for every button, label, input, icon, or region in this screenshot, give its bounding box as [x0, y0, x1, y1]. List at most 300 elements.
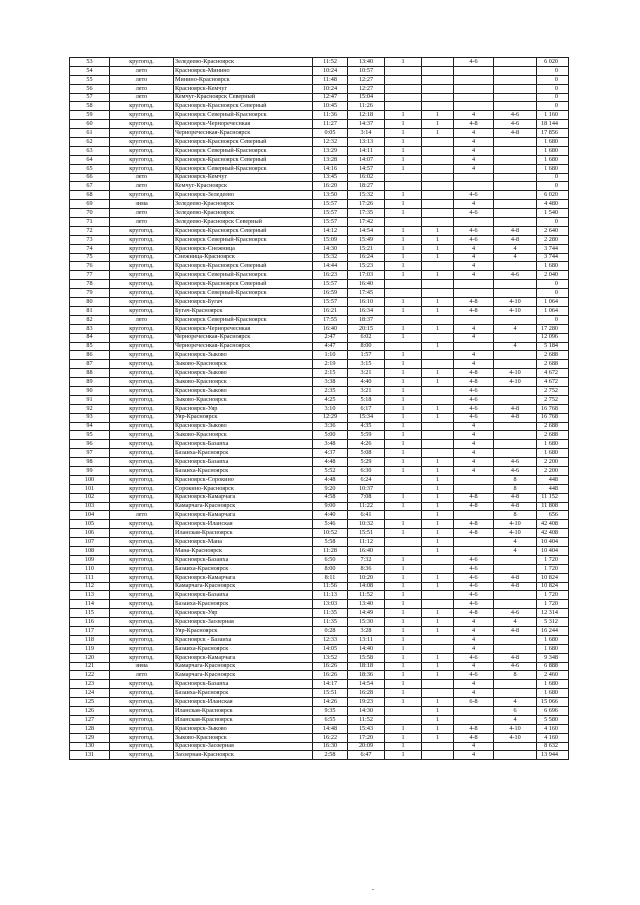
cell-amount: 1 680	[537, 138, 569, 147]
cell-flag-b	[422, 564, 454, 573]
cell-flag-b	[422, 200, 454, 209]
cell-range-a: 4-6	[454, 600, 494, 609]
cell-flag-a: 1	[385, 253, 422, 262]
cell-flag-a	[385, 102, 422, 111]
cell-arrival-time: 5:18	[348, 395, 385, 404]
cell-flag-b: 1	[422, 413, 454, 422]
cell-range-b	[494, 351, 537, 360]
cell-row-number: 93	[70, 413, 110, 422]
cell-row-number: 53	[70, 58, 110, 67]
cell-arrival-time: 15:23	[348, 262, 385, 271]
cell-season: зима	[110, 662, 174, 671]
cell-range-a: 4-8	[454, 609, 494, 618]
cell-arrival-time: 12:27	[348, 75, 385, 84]
cell-range-b	[494, 173, 537, 182]
table-row	[70, 564, 569, 573]
cell-amount: 0	[537, 66, 569, 75]
cell-season: лето	[110, 209, 174, 218]
cell-flag-a: 1	[385, 520, 422, 529]
cell-range-a: 4	[454, 129, 494, 138]
cell-arrival-time: 16:10	[348, 298, 385, 307]
cell-arrival-time: 3:14	[348, 129, 385, 138]
cell-flag-b	[422, 66, 454, 75]
cell-flag-a	[385, 280, 422, 289]
cell-row-number: 121	[70, 662, 110, 671]
cell-departure-time: 14:05	[313, 644, 348, 653]
cell-flag-b: 1	[422, 369, 454, 378]
cell-arrival-time: 4:35	[348, 422, 385, 431]
cell-season: кругогод.	[110, 360, 174, 369]
cell-flag-a: 1	[385, 724, 422, 733]
cell-flag-a: 1	[385, 573, 422, 582]
cell-arrival-time: 16:02	[348, 173, 385, 182]
cell-flag-a: 1	[385, 440, 422, 449]
cell-range-a	[454, 93, 494, 102]
cell-flag-a: 1	[385, 644, 422, 653]
cell-route: Зеледеево-Красноярск Северный	[174, 218, 313, 227]
cell-departure-time: 15:32	[313, 253, 348, 262]
cell-range-b	[494, 431, 537, 440]
table-row	[70, 129, 569, 138]
cell-row-number: 119	[70, 644, 110, 653]
cell-season: кругогод.	[110, 333, 174, 342]
cell-route: Красноярск Северный-Красноярск	[174, 271, 313, 280]
cell-departure-time: 11:28	[313, 546, 348, 555]
cell-arrival-time: 16:28	[348, 689, 385, 698]
cell-row-number: 129	[70, 733, 110, 742]
cell-range-b: 4-8	[494, 493, 537, 502]
cell-departure-time: 17:55	[313, 315, 348, 324]
cell-row-number: 63	[70, 146, 110, 155]
cell-flag-a: 1	[385, 324, 422, 333]
cell-season: лето	[110, 173, 174, 182]
cell-range-a: 4-6	[454, 226, 494, 235]
cell-flag-a: 1	[385, 680, 422, 689]
cell-arrival-time: 11:52	[348, 715, 385, 724]
cell-flag-b: 1	[422, 511, 454, 520]
cell-flag-b	[422, 600, 454, 609]
cell-row-number: 104	[70, 511, 110, 520]
cell-arrival-time: 5:59	[348, 431, 385, 440]
cell-range-b	[494, 440, 537, 449]
cell-arrival-time: 10:32	[348, 520, 385, 529]
cell-route: Базаиха-Красноярск	[174, 466, 313, 475]
cell-departure-time: 2:19	[313, 360, 348, 369]
cell-arrival-time: 14:37	[348, 120, 385, 129]
cell-row-number: 87	[70, 360, 110, 369]
cell-season: кругогод.	[110, 600, 174, 609]
cell-range-b	[494, 66, 537, 75]
cell-departure-time: 15:09	[313, 235, 348, 244]
cell-row-number: 103	[70, 502, 110, 511]
cell-arrival-time: 14:08	[348, 582, 385, 591]
cell-range-a: 4	[454, 449, 494, 458]
cell-flag-a: 1	[385, 164, 422, 173]
cell-amount: 1 680	[537, 689, 569, 698]
cell-flag-b	[422, 155, 454, 164]
cell-season: кругогод.	[110, 138, 174, 147]
cell-season: кругогод.	[110, 280, 174, 289]
cell-row-number: 108	[70, 546, 110, 555]
cell-amount: 42 408	[537, 520, 569, 529]
cell-row-number: 105	[70, 520, 110, 529]
cell-route: Красноярск-Уяр	[174, 609, 313, 618]
table-row	[70, 378, 569, 387]
cell-range-a: 4	[454, 138, 494, 147]
cell-arrival-time: 17:03	[348, 271, 385, 280]
cell-season: лето	[110, 315, 174, 324]
cell-amount: 17 280	[537, 324, 569, 333]
cell-flag-a: 1	[385, 404, 422, 413]
cell-route: Красноярск-Кемчуг	[174, 84, 313, 93]
cell-departure-time: 16:30	[313, 742, 348, 751]
cell-flag-b: 1	[422, 627, 454, 636]
cell-departure-time: 3:48	[313, 440, 348, 449]
table-row	[70, 93, 569, 102]
table-row	[70, 289, 569, 298]
cell-flag-a: 1	[385, 120, 422, 129]
cell-route: Красноярск Северный-Красноярск	[174, 146, 313, 155]
cell-range-a: 4-6	[454, 413, 494, 422]
cell-season: кругогод.	[110, 689, 174, 698]
cell-departure-time: 12:29	[313, 413, 348, 422]
cell-season: кругогод.	[110, 573, 174, 582]
cell-amount: 12 096	[537, 333, 569, 342]
cell-flag-a: 1	[385, 360, 422, 369]
cell-departure-time: 14:48	[313, 724, 348, 733]
cell-row-number: 55	[70, 75, 110, 84]
cell-amount: 5 312	[537, 618, 569, 627]
cell-range-b: 4-6	[494, 662, 537, 671]
cell-arrival-time: 18:27	[348, 182, 385, 191]
cell-flag-b	[422, 84, 454, 93]
cell-departure-time: 11:35	[313, 618, 348, 627]
cell-departure-time: 14:30	[313, 244, 348, 253]
cell-route: Красноярск-Зыково	[174, 386, 313, 395]
cell-arrival-time: 1:57	[348, 351, 385, 360]
cell-row-number: 115	[70, 609, 110, 618]
cell-row-number: 107	[70, 538, 110, 547]
cell-season: кругогод.	[110, 733, 174, 742]
table-row	[70, 742, 569, 751]
cell-amount: 2 200	[537, 466, 569, 475]
cell-season: зима	[110, 200, 174, 209]
cell-range-a: 4-6	[454, 395, 494, 404]
cell-amount: 0	[537, 102, 569, 111]
cell-flag-b: 1	[422, 529, 454, 538]
cell-season: кругогод.	[110, 395, 174, 404]
cell-season: кругогод.	[110, 226, 174, 235]
table-row	[70, 582, 569, 591]
cell-route: Красноярск-Красноярск Северный	[174, 155, 313, 164]
cell-route: Снежница-Красноярск	[174, 253, 313, 262]
cell-departure-time: 15:57	[313, 200, 348, 209]
cell-row-number: 71	[70, 218, 110, 227]
cell-range-b	[494, 182, 537, 191]
cell-range-b: 4-8	[494, 226, 537, 235]
cell-range-a: 4	[454, 680, 494, 689]
table-row	[70, 475, 569, 484]
cell-flag-b	[422, 742, 454, 751]
cell-flag-b	[422, 164, 454, 173]
cell-amount: 1 680	[537, 440, 569, 449]
cell-route: Сорокино-Красноярск	[174, 484, 313, 493]
cell-amount: 16 768	[537, 413, 569, 422]
cell-range-a	[454, 218, 494, 227]
table-row	[70, 618, 569, 627]
cell-departure-time: 13:28	[313, 155, 348, 164]
cell-season: кругогод.	[110, 369, 174, 378]
cell-season: кругогод.	[110, 707, 174, 716]
cell-arrival-time: 11:52	[348, 591, 385, 600]
table-row	[70, 226, 569, 235]
cell-season: кругогод.	[110, 440, 174, 449]
cell-route: Камарчага-Красноярск	[174, 671, 313, 680]
cell-season: кругогод.	[110, 564, 174, 573]
cell-flag-b	[422, 333, 454, 342]
cell-arrival-time: 14:11	[348, 146, 385, 155]
cell-departure-time: 13:50	[313, 191, 348, 200]
cell-range-a	[454, 289, 494, 298]
cell-amount: 8 632	[537, 742, 569, 751]
cell-amount: 0	[537, 84, 569, 93]
cell-amount: 16 244	[537, 627, 569, 636]
cell-amount: 1 680	[537, 155, 569, 164]
cell-flag-b: 1	[422, 120, 454, 129]
cell-row-number: 116	[70, 618, 110, 627]
cell-flag-a: 1	[385, 733, 422, 742]
cell-route: Красноярск-Иланская	[174, 520, 313, 529]
cell-range-a: 4	[454, 440, 494, 449]
cell-flag-b: 1	[422, 306, 454, 315]
cell-range-a: 4-8	[454, 520, 494, 529]
table-row	[70, 698, 569, 707]
table-row	[70, 431, 569, 440]
cell-departure-time: 1:10	[313, 351, 348, 360]
cell-flag-a	[385, 315, 422, 324]
cell-arrival-time: 6:02	[348, 333, 385, 342]
cell-range-b	[494, 386, 537, 395]
cell-row-number: 67	[70, 182, 110, 191]
table-row	[70, 173, 569, 182]
table-row	[70, 138, 569, 147]
cell-flag-b: 1	[422, 235, 454, 244]
cell-arrival-time: 14:49	[348, 609, 385, 618]
cell-range-b: 8	[494, 671, 537, 680]
cell-flag-b	[422, 146, 454, 155]
table-row	[70, 351, 569, 360]
cell-flag-b	[422, 209, 454, 218]
cell-route: Красноярск Северный-Красноярск	[174, 164, 313, 173]
cell-range-b: 4-6	[494, 111, 537, 120]
cell-row-number: 94	[70, 422, 110, 431]
cell-row-number: 81	[70, 306, 110, 315]
cell-flag-b	[422, 58, 454, 67]
cell-season: кругогод.	[110, 493, 174, 502]
cell-season: лето	[110, 75, 174, 84]
cell-amount: 0	[537, 280, 569, 289]
cell-route: Уяр-Красноярск	[174, 627, 313, 636]
cell-row-number: 106	[70, 529, 110, 538]
cell-season: кругогод.	[110, 378, 174, 387]
cell-flag-b: 1	[422, 546, 454, 555]
cell-season: кругогод.	[110, 502, 174, 511]
cell-range-b: 4	[494, 244, 537, 253]
cell-route: Красноярск-Зыково	[174, 724, 313, 733]
cell-departure-time: 8:00	[313, 564, 348, 573]
cell-departure-time: 5:58	[313, 538, 348, 547]
cell-amount: 0	[537, 173, 569, 182]
cell-row-number: 77	[70, 271, 110, 280]
table-row	[70, 102, 569, 111]
cell-route: Зыково-Красноярск	[174, 395, 313, 404]
cell-departure-time: 16:21	[313, 306, 348, 315]
cell-amount: 5 184	[537, 342, 569, 351]
cell-flag-b: 1	[422, 538, 454, 547]
cell-arrival-time: 14:40	[348, 644, 385, 653]
cell-season: кругогод.	[110, 102, 174, 111]
cell-range-b: 4	[494, 253, 537, 262]
cell-season: кругогод.	[110, 271, 174, 280]
cell-range-b	[494, 680, 537, 689]
cell-range-a: 4	[454, 466, 494, 475]
cell-range-a	[454, 475, 494, 484]
cell-route: Красноярск-Красноярск Северный	[174, 280, 313, 289]
cell-departure-time: 5:00	[313, 431, 348, 440]
cell-row-number: 113	[70, 591, 110, 600]
cell-range-b: 4-8	[494, 573, 537, 582]
cell-season: кругогод.	[110, 58, 174, 67]
table-row	[70, 218, 569, 227]
cell-flag-b	[422, 680, 454, 689]
cell-range-b	[494, 155, 537, 164]
cell-departure-time: 3:10	[313, 404, 348, 413]
cell-flag-a: 1	[385, 369, 422, 378]
cell-flag-b	[422, 280, 454, 289]
cell-range-b	[494, 555, 537, 564]
cell-amount: 1 680	[537, 644, 569, 653]
cell-row-number: 127	[70, 715, 110, 724]
cell-range-a: 4	[454, 644, 494, 653]
cell-departure-time: 12:33	[313, 635, 348, 644]
cell-departure-time: 6:55	[313, 715, 348, 724]
table-row	[70, 707, 569, 716]
cell-flag-b	[422, 351, 454, 360]
cell-row-number: 98	[70, 458, 110, 467]
cell-route: Минино-Красноярск	[174, 75, 313, 84]
cell-flag-b	[422, 635, 454, 644]
table-row	[70, 751, 569, 760]
cell-amount: 10 404	[537, 546, 569, 555]
table-row	[70, 306, 569, 315]
cell-amount: 2 040	[537, 271, 569, 280]
cell-arrival-time: 17:26	[348, 200, 385, 209]
cell-route: Зыково-Красноярск	[174, 431, 313, 440]
cell-flag-a: 1	[385, 671, 422, 680]
cell-amount: 0	[537, 218, 569, 227]
cell-range-a: 4-8	[454, 733, 494, 742]
cell-season: кругогод.	[110, 324, 174, 333]
cell-route: Кемчуг-Красноярск Северный	[174, 93, 313, 102]
cell-flag-a: 1	[385, 466, 422, 475]
cell-arrival-time: 11:12	[348, 538, 385, 547]
cell-departure-time: 9:35	[313, 707, 348, 716]
cell-flag-b	[422, 75, 454, 84]
cell-row-number: 99	[70, 466, 110, 475]
cell-amount: 2 460	[537, 671, 569, 680]
cell-departure-time: 14:12	[313, 226, 348, 235]
table-row	[70, 333, 569, 342]
cell-flag-a: 1	[385, 431, 422, 440]
cell-flag-a	[385, 484, 422, 493]
cell-departure-time: 2:58	[313, 751, 348, 760]
cell-route: Красноярск-Уяр	[174, 404, 313, 413]
cell-route: Иланская-Красноярск	[174, 529, 313, 538]
cell-amount: 0	[537, 315, 569, 324]
cell-route: Красноярск-Зыково	[174, 422, 313, 431]
cell-amount: 10 824	[537, 573, 569, 582]
cell-flag-a	[385, 182, 422, 191]
cell-arrival-time: 18:18	[348, 662, 385, 671]
cell-departure-time: 15:57	[313, 298, 348, 307]
cell-arrival-time: 15:43	[348, 724, 385, 733]
cell-row-number: 86	[70, 351, 110, 360]
cell-departure-time: 9:20	[313, 484, 348, 493]
cell-amount: 448	[537, 475, 569, 484]
cell-route: Базаиха-Красноярск	[174, 689, 313, 698]
cell-range-b	[494, 395, 537, 404]
table-row	[70, 440, 569, 449]
cell-flag-b	[422, 262, 454, 271]
cell-arrival-time: 3:21	[348, 369, 385, 378]
cell-row-number: 76	[70, 262, 110, 271]
cell-range-b	[494, 644, 537, 653]
table-row	[70, 111, 569, 120]
cell-range-a: 4-8	[454, 369, 494, 378]
cell-route: Красноярск-Заозерная	[174, 742, 313, 751]
cell-season: кругогод.	[110, 555, 174, 564]
cell-amount: 1 160	[537, 111, 569, 120]
cell-flag-a: 1	[385, 609, 422, 618]
cell-row-number: 54	[70, 66, 110, 75]
cell-flag-b: 1	[422, 342, 454, 351]
cell-flag-a: 1	[385, 502, 422, 511]
cell-departure-time: 11:27	[313, 120, 348, 129]
cell-range-b: 4	[494, 698, 537, 707]
cell-row-number: 61	[70, 129, 110, 138]
cell-arrival-time: 7:08	[348, 493, 385, 502]
cell-arrival-time: 18:37	[348, 315, 385, 324]
table-row	[70, 395, 569, 404]
cell-amount: 3 744	[537, 253, 569, 262]
cell-season: кругогод.	[110, 466, 174, 475]
cell-flag-a	[385, 475, 422, 484]
cell-amount: 11 152	[537, 493, 569, 502]
cell-row-number: 88	[70, 369, 110, 378]
cell-flag-a	[385, 289, 422, 298]
cell-arrival-time: 8:36	[348, 564, 385, 573]
cell-range-b	[494, 564, 537, 573]
cell-amount: 42 408	[537, 529, 569, 538]
table-row	[70, 66, 569, 75]
cell-route: Красноярск-Камарчага	[174, 493, 313, 502]
cell-row-number: 75	[70, 253, 110, 262]
cell-season: кругогод.	[110, 751, 174, 760]
cell-route: Зыково-Красноярск	[174, 378, 313, 387]
cell-season: лето	[110, 84, 174, 93]
table-row	[70, 413, 569, 422]
cell-amount: 2 688	[537, 431, 569, 440]
